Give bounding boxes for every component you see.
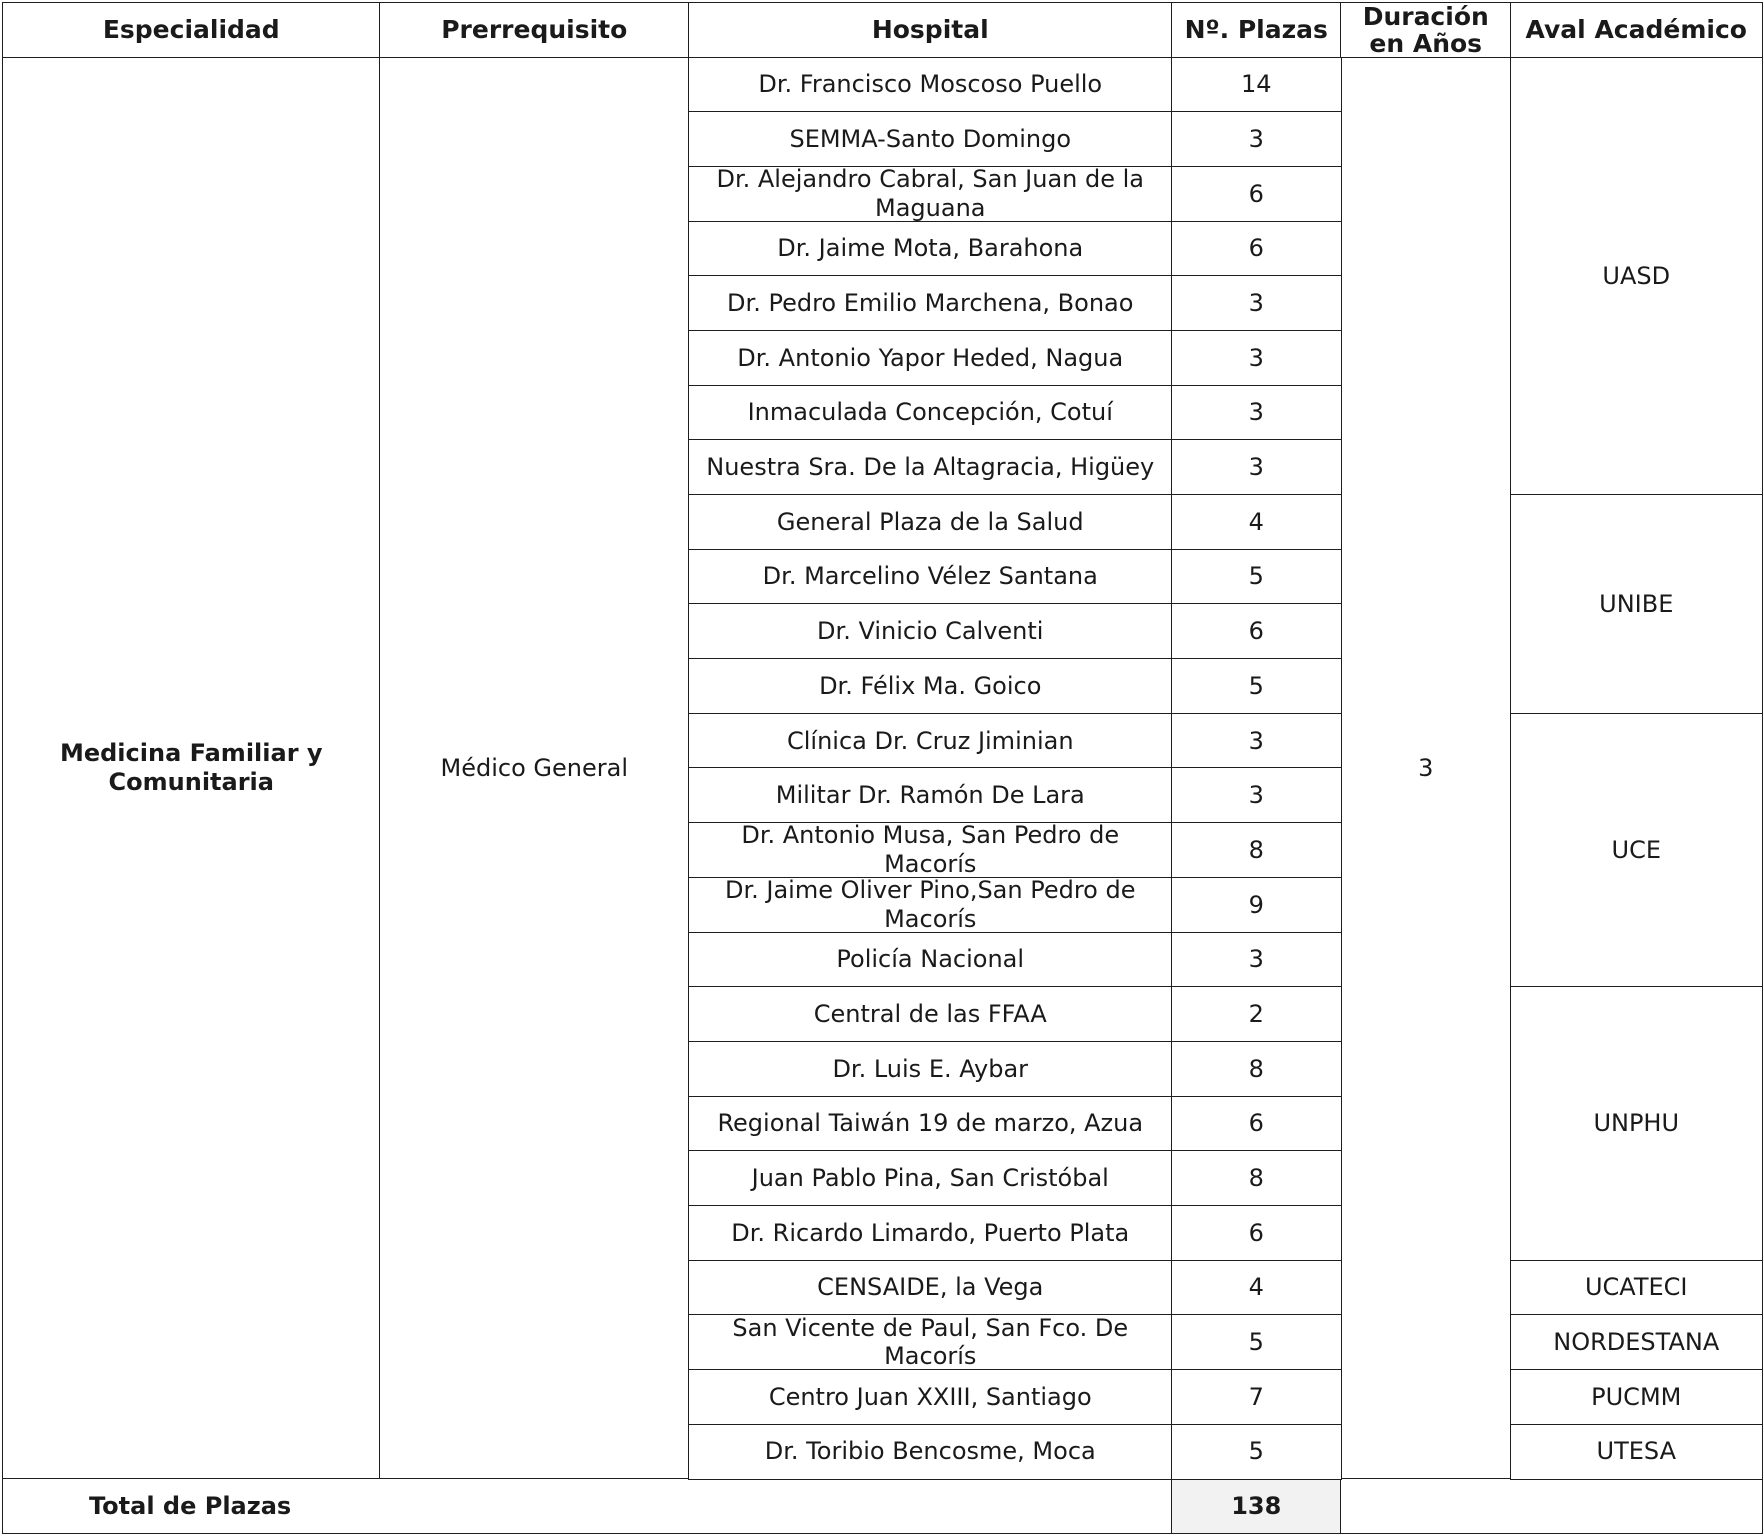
hospital-cell: Centro Juan XXIII, Santiago: [688, 1369, 1173, 1425]
plazas-cell: 3: [1171, 713, 1342, 769]
hospital-cell: Dr. Antonio Musa, San Pedro de Macorís: [688, 822, 1173, 878]
plazas-cell: 3: [1171, 275, 1342, 331]
aval-cell: UNPHU: [1510, 986, 1763, 1261]
duracion-cell: 3: [1340, 57, 1512, 1480]
especialidad-cell: Medicina Familiar y Comunitaria: [2, 57, 381, 1480]
plazas-cell: 6: [1171, 603, 1342, 659]
hospital-cell: Dr. Jaime Mota, Barahona: [688, 221, 1173, 277]
header-duracion: Duración en Años: [1340, 2, 1512, 58]
plazas-cell: 4: [1171, 1260, 1342, 1316]
aval-cell: UASD: [1510, 57, 1763, 496]
plazas-cell: 8: [1171, 1041, 1342, 1097]
hospital-cell: Dr. Félix Ma. Goico: [688, 658, 1173, 714]
aval-cell: UTESA: [1510, 1424, 1763, 1480]
header-plazas: Nº. Plazas: [1171, 2, 1342, 58]
hospital-cell: Dr. Francisco Moscoso Puello: [688, 57, 1173, 113]
hospital-cell: Clínica Dr. Cruz Jiminian: [688, 713, 1173, 769]
hospital-cell: Dr. Luis E. Aybar: [688, 1041, 1173, 1097]
hospital-cell: Dr. Alejandro Cabral, San Juan de la Maguana: [688, 166, 1173, 222]
total-label: Total de Plazas: [2, 1478, 1173, 1534]
plazas-cell: 6: [1171, 221, 1342, 277]
hospital-cell: Dr. Vinicio Calventi: [688, 603, 1173, 659]
plazas-cell: 3: [1171, 111, 1342, 167]
hospital-cell: San Vicente de Paul, San Fco. De Macorís: [688, 1314, 1173, 1370]
hospital-cell: Dr. Antonio Yapor Heded, Nagua: [688, 330, 1173, 386]
hospital-cell: Inmaculada Concepción, Cotuí: [688, 385, 1173, 441]
hospital-cell: General Plaza de la Salud: [688, 494, 1173, 550]
hospital-cell: CENSAIDE, la Vega: [688, 1260, 1173, 1316]
prerrequisito-cell: Médico General: [379, 57, 690, 1480]
aval-cell: UCATECI: [1510, 1260, 1763, 1316]
plazas-cell: 5: [1171, 549, 1342, 605]
hospital-cell: Dr. Pedro Emilio Marchena, Bonao: [688, 275, 1173, 331]
hospital-cell: Dr. Jaime Oliver Pino,San Pedro de Macorís: [688, 877, 1173, 933]
plazas-cell: 9: [1171, 877, 1342, 933]
plazas-table: [2, 2, 1761, 1533]
plazas-cell: 3: [1171, 439, 1342, 495]
total-value: 138: [1171, 1478, 1342, 1534]
header-prerrequisito: Prerrequisito: [379, 2, 690, 58]
plazas-cell: 6: [1171, 166, 1342, 222]
aval-cell: UNIBE: [1510, 494, 1763, 714]
header-hospital: Hospital: [688, 2, 1173, 58]
hospital-cell: Dr. Toribio Bencosme, Moca: [688, 1424, 1173, 1480]
aval-cell: NORDESTANA: [1510, 1314, 1763, 1370]
hospital-cell: Dr. Marcelino Vélez Santana: [688, 549, 1173, 605]
plazas-cell: 5: [1171, 658, 1342, 714]
hospital-cell: SEMMA-Santo Domingo: [688, 111, 1173, 167]
hospital-cell: Juan Pablo Pina, San Cristóbal: [688, 1150, 1173, 1206]
plazas-cell: 8: [1171, 1150, 1342, 1206]
hospital-cell: Militar Dr. Ramón De Lara: [688, 767, 1173, 823]
hospital-cell: Nuestra Sra. De la Altagracia, Higüey: [688, 439, 1173, 495]
plazas-cell: 3: [1171, 385, 1342, 441]
hospital-cell: Central de las FFAA: [688, 986, 1173, 1042]
plazas-cell: 5: [1171, 1314, 1342, 1370]
plazas-cell: 5: [1171, 1424, 1342, 1480]
plazas-cell: 3: [1171, 330, 1342, 386]
hospital-cell: Dr. Ricardo Limardo, Puerto Plata: [688, 1205, 1173, 1261]
plazas-cell: 3: [1171, 767, 1342, 823]
plazas-cell: 8: [1171, 822, 1342, 878]
header-especialidad: Especialidad: [2, 2, 381, 58]
hospital-cell: Regional Taiwán 19 de marzo, Azua: [688, 1096, 1173, 1152]
aval-cell: UCE: [1510, 713, 1763, 988]
plazas-cell: 7: [1171, 1369, 1342, 1425]
plazas-cell: 6: [1171, 1205, 1342, 1261]
plazas-cell: 6: [1171, 1096, 1342, 1152]
hospital-cell: Policía Nacional: [688, 932, 1173, 988]
plazas-cell: 14: [1171, 57, 1342, 113]
plazas-cell: 3: [1171, 932, 1342, 988]
plazas-cell: 4: [1171, 494, 1342, 550]
plazas-cell: 2: [1171, 986, 1342, 1042]
aval-cell: PUCMM: [1510, 1369, 1763, 1425]
total-empty-cell: [1340, 1478, 1763, 1534]
header-aval: Aval Académico: [1510, 2, 1763, 58]
